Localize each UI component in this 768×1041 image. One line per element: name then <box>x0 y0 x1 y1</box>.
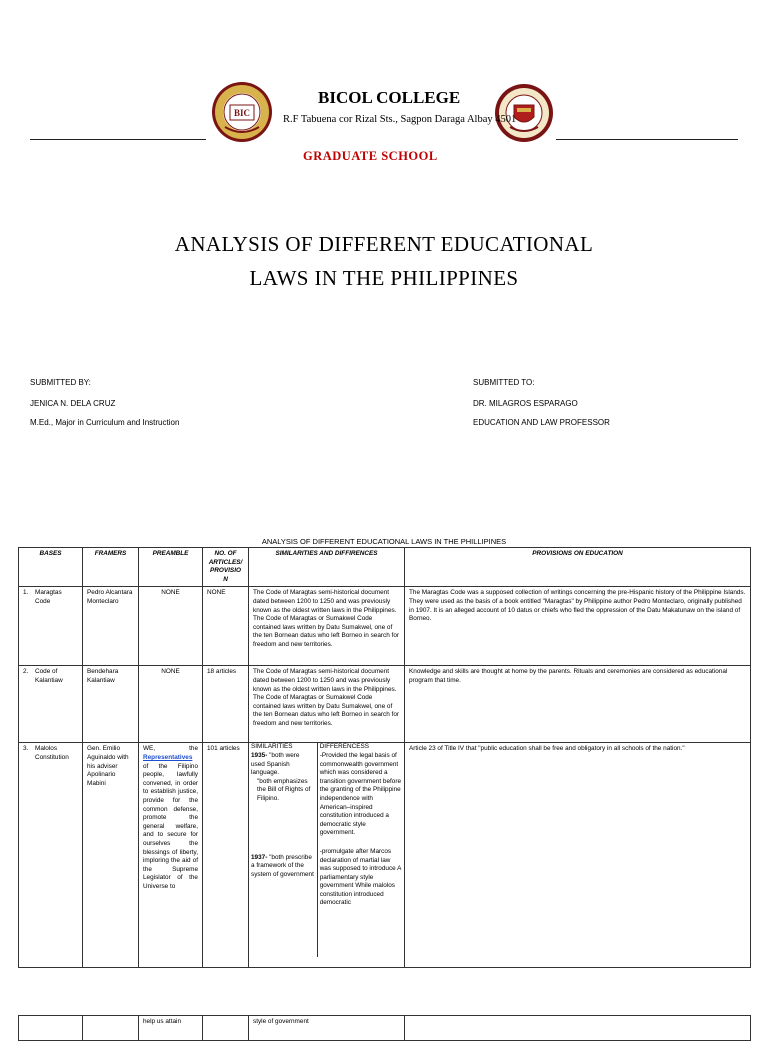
header-bases: BASES <box>19 548 83 587</box>
similarity-1935-text: "both were used Spanish language. <box>251 751 300 777</box>
svg-text:BIC: BIC <box>233 108 251 118</box>
bicol-college-seal-logo <box>211 81 273 143</box>
graduate-school-seal-logo <box>494 83 554 143</box>
similarity-1937-text: "both prescribe a framework of the system of government <box>251 853 314 878</box>
cell-basis <box>19 666 83 743</box>
cell-articles: 101 articles <box>203 743 249 968</box>
cell-preamble: NONE <box>139 666 203 743</box>
header-similarities: SIMILARITIES AND DIFFIRENCES <box>249 548 405 587</box>
basis-name: Malolos Constitution <box>35 745 69 761</box>
graduate-school-label: GRADUATE SCHOOL <box>303 149 438 163</box>
cell-basis <box>19 743 83 968</box>
table-row <box>19 587 751 666</box>
header-rule-left <box>30 139 206 140</box>
submitter-degree: M.Ed., Major in Curriculum and Instruction <box>30 418 180 427</box>
row-number: 1. <box>23 589 29 597</box>
cell-articles: NONE <box>203 587 249 666</box>
differences-label: DIFFERENCESS <box>319 743 370 751</box>
row-number: 2. <box>23 668 29 676</box>
cell-preamble: NONE <box>139 587 203 666</box>
table-header-row <box>19 548 751 587</box>
header-preamble: PREAMBLE <box>139 548 203 587</box>
submitted-to-label: SUBMITTED TO: <box>473 378 535 387</box>
cell-similarities: The Code of Maragtas semi-historical document dated between 1200 to 1250 and was previously known as the oldest written laws in the Philippines. The Code of Maragtas or Sumakwel Code contained laws written by Datu Sumakwel, one of the ten Bornean datus who left Borneo in search for freedom and new territories. <box>249 587 405 666</box>
cell-preamble <box>139 743 203 968</box>
next-preamble: help us attain <box>139 1016 203 1041</box>
similarities-differences-subtable <box>249 743 404 957</box>
year-1935: 1935- <box>251 751 268 759</box>
header-provisions: PROVISIONS ON EDUCATION <box>405 548 751 587</box>
college-address: R.F Tabuena cor Rizal Sts., Sagpon Daraga Albay 4501 <box>283 114 517 125</box>
cell-similarities: The Code of Maragtas semi-historical document dated between 1200 to 1250 and was previously known as the oldest written laws in the Philippines. The Code of Maragtas or Sumakwel Code contained laws written by Datu Sumakwel, one of the ten Bornean datus who left Borneo in search for freedom and new territories. <box>249 666 405 743</box>
difference-2: -promulgate after Marcos declaration of martial law was supposed to introduce A parliamentary style government While malolos constitution introduced democratic <box>319 847 402 907</box>
cell-provisions: The Maragtas Code was a supposed collection of writings concerning the pre-Hispanic history of the Philippine Islands. They were used as the basis of a book entitled "Maragtas" by Philippine author Pedro Monteclaro, originally published in 1907. It is an alleged account of 10 datus or chiefs who fled the oppression of the Datu Makatunaw on the island of Borneo. <box>405 587 751 666</box>
similarities-column <box>249 743 317 957</box>
preamble-text-rest: of the Filipino people, lawfully convened, in order to establish justice, provide for the common defense, promote the general welfare, and to secure for ourselves the blessings of liberty, imploring the aid of the Supreme Legislator of the Universe to <box>143 762 198 890</box>
cell-framers: Bendehara Kalantiaw <box>83 666 139 743</box>
cell-provisions: Knowledge and skills are thought at home by the parents. Rituals and ceremonies are considered as educational program that time. <box>405 666 751 743</box>
basis-name: Code of Kalantiaw <box>35 668 63 684</box>
college-name: BICOL COLLEGE <box>318 88 461 107</box>
year-1937: 1937- <box>251 853 268 861</box>
cell-similarities <box>249 743 405 968</box>
cell-basis <box>19 587 83 666</box>
cell-framers: Pedro Alcantara Monteclaro <box>83 587 139 666</box>
cell-framers: Gen. Emilio Aguinaldo with his adviser Apolinario Mabini <box>83 743 139 968</box>
submitter-name: JENICA N. DELA CRUZ <box>30 399 116 408</box>
preamble-text-start: WE, the <box>143 745 198 753</box>
similarity-1935-text-2: "both emphasizes the Bill of Rights of Filipino. <box>257 777 311 802</box>
recipient-title: EDUCATION AND LAW PROFESSOR <box>473 418 610 427</box>
next-similarities: style of government <box>249 1016 405 1041</box>
document-title-line-1: ANALYSIS OF DIFFERENT EDUCATIONAL <box>174 232 594 256</box>
next-page-table-fragment <box>18 1015 751 1041</box>
educational-laws-table <box>18 547 751 968</box>
table-caption: ANALYSIS OF DIFFERENT EDUCATIONAL LAWS IN THE PHILLIPINES <box>261 537 507 546</box>
header-rule-right <box>556 139 738 140</box>
submitted-by-label: SUBMITTED BY: <box>30 378 91 387</box>
differences-column <box>317 743 404 957</box>
header-articles: NO. OF ARTICLES/ PROVISIO N <box>203 548 249 587</box>
table-row <box>19 666 751 743</box>
recipient-name: DR. MILAGROS ESPARAGO <box>473 399 578 408</box>
representatives-link[interactable]: Representatives <box>143 753 193 761</box>
header-framers: FRAMERS <box>83 548 139 587</box>
table-row <box>19 1016 751 1041</box>
table-row <box>19 743 751 968</box>
basis-name: Maragtas Code <box>35 589 62 605</box>
cell-articles: 18 articles <box>203 666 249 743</box>
row-number: 3. <box>23 745 29 753</box>
difference-1: -Provided the legal basis of commonwealth government which was considered a transition government before the granting of the Philippine independence with American–inspired constitution introduced a democratic style government. <box>319 751 402 837</box>
document-title-line-2: LAWS IN THE PHILIPPINES <box>249 266 519 290</box>
similarities-label: SIMILARITIES <box>251 743 293 751</box>
cell-provisions: Article 23 of Title IV that "public education shall be free and obligatory in all schools of the nation." <box>405 743 751 968</box>
